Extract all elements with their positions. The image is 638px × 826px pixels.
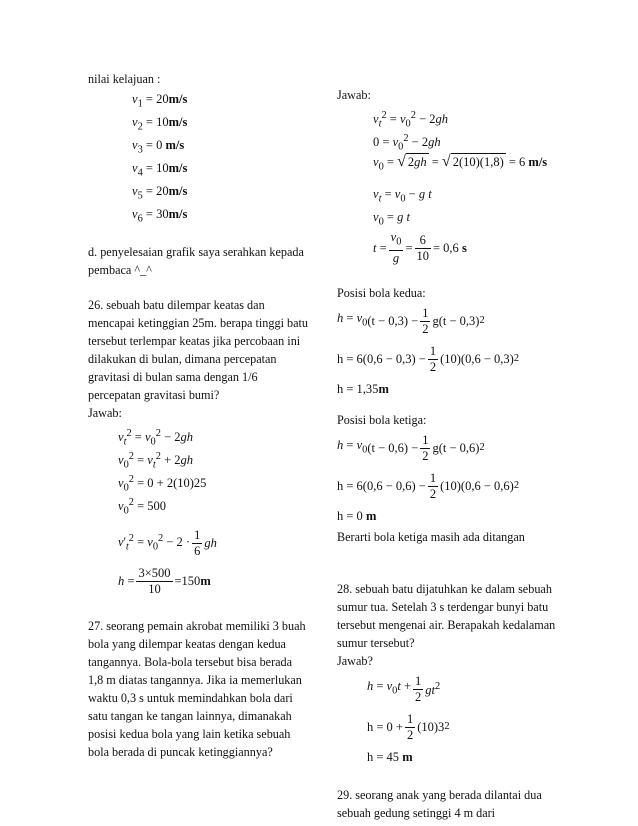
pos2-eq-1: $h = v_0$ (t − 0,3) − $\frac{1}{2}$ g(t − 0,3) 2 <box>337 305 485 336</box>
pos3-eq-1: $h = v_0$ (t − 0,6) − $\frac{1}{2}$ g(t − 0,6) 2 <box>337 432 485 463</box>
speed-line-6: $v_6 = 30m/s$ <box>132 207 188 225</box>
pos2-result: h = 1,35m <box>337 382 389 396</box>
q27-eq-4: $v_t = v_0 - g$ t <box>373 187 432 205</box>
fraction-half: $\frac{1}{2}$ <box>429 470 437 501</box>
question-28-answer-label: Jawab? <box>337 654 373 668</box>
question-26-work <box>88 422 310 600</box>
question-29-text: 29. seorang anak yang berada dilantai dua sebuah gedung setinggi 4 m dari <box>337 788 542 820</box>
position-ball-2-heading: Posisi bola kedua: <box>337 286 426 300</box>
part-d-text: d. penyelesaian grafik saya serahkan kepada pembaca ^_^ <box>88 245 304 277</box>
position-ball-3-heading: Posisi bola ketiga: <box>337 413 427 427</box>
fraction-half: $\frac{1}{2}$ <box>422 432 429 463</box>
speed-line-4: $v_4 = 10m/s$ <box>132 161 188 179</box>
q27-eq-2: $0 = v_0^2 - 2gh$ <box>373 133 441 153</box>
speeds-list <box>88 88 310 226</box>
speed-line-1: $v_1 = 20m/s$ <box>132 92 188 110</box>
q28-eq-2: h = 0 + $\frac{1}{2}$ (10)3 2 <box>367 711 450 742</box>
question-26-text: 26. sebuah batu dilempar keatas dan mencapai ketinggian 25m. berapa tinggi batu tersebut terlempar keatas jika percobaan ini dilakukan di bulan, dimana percepatan gravitasi di bulan sama dengan 1/6 percepatan gravitasi bumi? <box>88 298 308 402</box>
q26-eq-2: $v_0^2 = v_t^2 + 2gh$ <box>118 451 194 471</box>
q26-eq-5: $v'_t^2 = v_0^2 - 2$ · $\frac{1}{6}$ gh <box>118 527 217 558</box>
q28-eq-1: $h = v_0t$ + $\frac{1}{2}$ $gt^2$ <box>367 673 441 704</box>
q27-eq-3: $v_0$ = √ 2gh = √ 2(10)(1,8) = 6 m/s <box>373 153 548 173</box>
speed-line-2: $v_2 = 10m/s$ <box>132 115 188 133</box>
fraction-half: $\frac{1}{2}$ <box>415 673 422 704</box>
q26-eq-1: $v_t^2 = v_0^2 - 2gh$ <box>118 428 194 448</box>
question-26-answer-label: Jawab: <box>88 406 122 420</box>
speed-line-5: $v_5 = 20m/s$ <box>132 184 188 202</box>
q27-eq-6: t = $\frac{v_0}{g}$ = $\frac{6}{10}$ = 0,6 s <box>373 230 467 265</box>
pos3-result: h = 0 m <box>337 509 377 523</box>
left-column <box>88 70 310 761</box>
fraction-half: $\frac{1}{2}$ <box>422 305 429 336</box>
conclusion-text: Berarti bola ketiga masih ada ditangan <box>337 530 525 544</box>
fraction-half: $\frac{1}{2}$ <box>406 711 414 742</box>
q27-eq-5: $v_0 = g$ t <box>373 210 410 228</box>
fraction-v0-over-g: $\frac{v_0}{g}$ <box>390 230 402 265</box>
fraction-height: $\frac{3\times 500}{10}$ <box>138 565 171 596</box>
fraction-6-over-10: $\frac{6}{10}$ <box>416 232 429 263</box>
right-column <box>337 86 562 822</box>
fraction-one-sixth: $\frac{1}{6}$ <box>194 527 201 558</box>
answer-label-27: Jawab: <box>337 88 371 102</box>
pos3-eq-2: h = 6(0,6 − 0,6) − $\frac{1}{2}$ (10)(0,6 − 0,6) 2 <box>337 470 520 501</box>
q26-eq-3: $v_0^2 = 0 + 2(10)25$ <box>118 474 207 494</box>
q26-eq-4: $v_0^2 = 500$ <box>118 497 167 517</box>
q26-eq-6: h = $\frac{3\times 500}{10}$ =150 m <box>118 565 211 596</box>
fraction-half: $\frac{1}{2}$ <box>429 343 437 374</box>
question-27-text: 27. seorang pemain akrobat memiliki 3 buah bola yang dilempar keatas dengan kedua tangannya. Bola-bola tersebut bisa berada 1,8 m diatas tangannya. Jika ia memerlukan waktu 0,3 s untuk memindahkan bola dari satu tangan ke tangan lainnya, dimanakah posisi kedua bola yang lain ketika sebuah bola berada di puncak ketinggiannya? <box>88 619 306 759</box>
q28-result: h = 45 m <box>367 750 413 764</box>
pos2-eq-2: h = 6(0,6 − 0,3) − $\frac{1}{2}$ (10)(0,6 − 0,3) 2 <box>337 343 520 374</box>
speed-line-3: $v_3 = 0$ m/s <box>132 138 185 156</box>
speeds-intro: nilai kelajuan : <box>88 72 161 86</box>
question-28-text: 28. sebuah batu dijatuhkan ke dalam sebuah sumur tua. Setelah 3 s terdengar bunyi batu tersebut mengenai air. Berapakah kedalaman sumur tersebut? <box>337 582 556 650</box>
q27-eq-1: $v_t^2 = v_0^2 - 2gh$ <box>373 110 449 130</box>
